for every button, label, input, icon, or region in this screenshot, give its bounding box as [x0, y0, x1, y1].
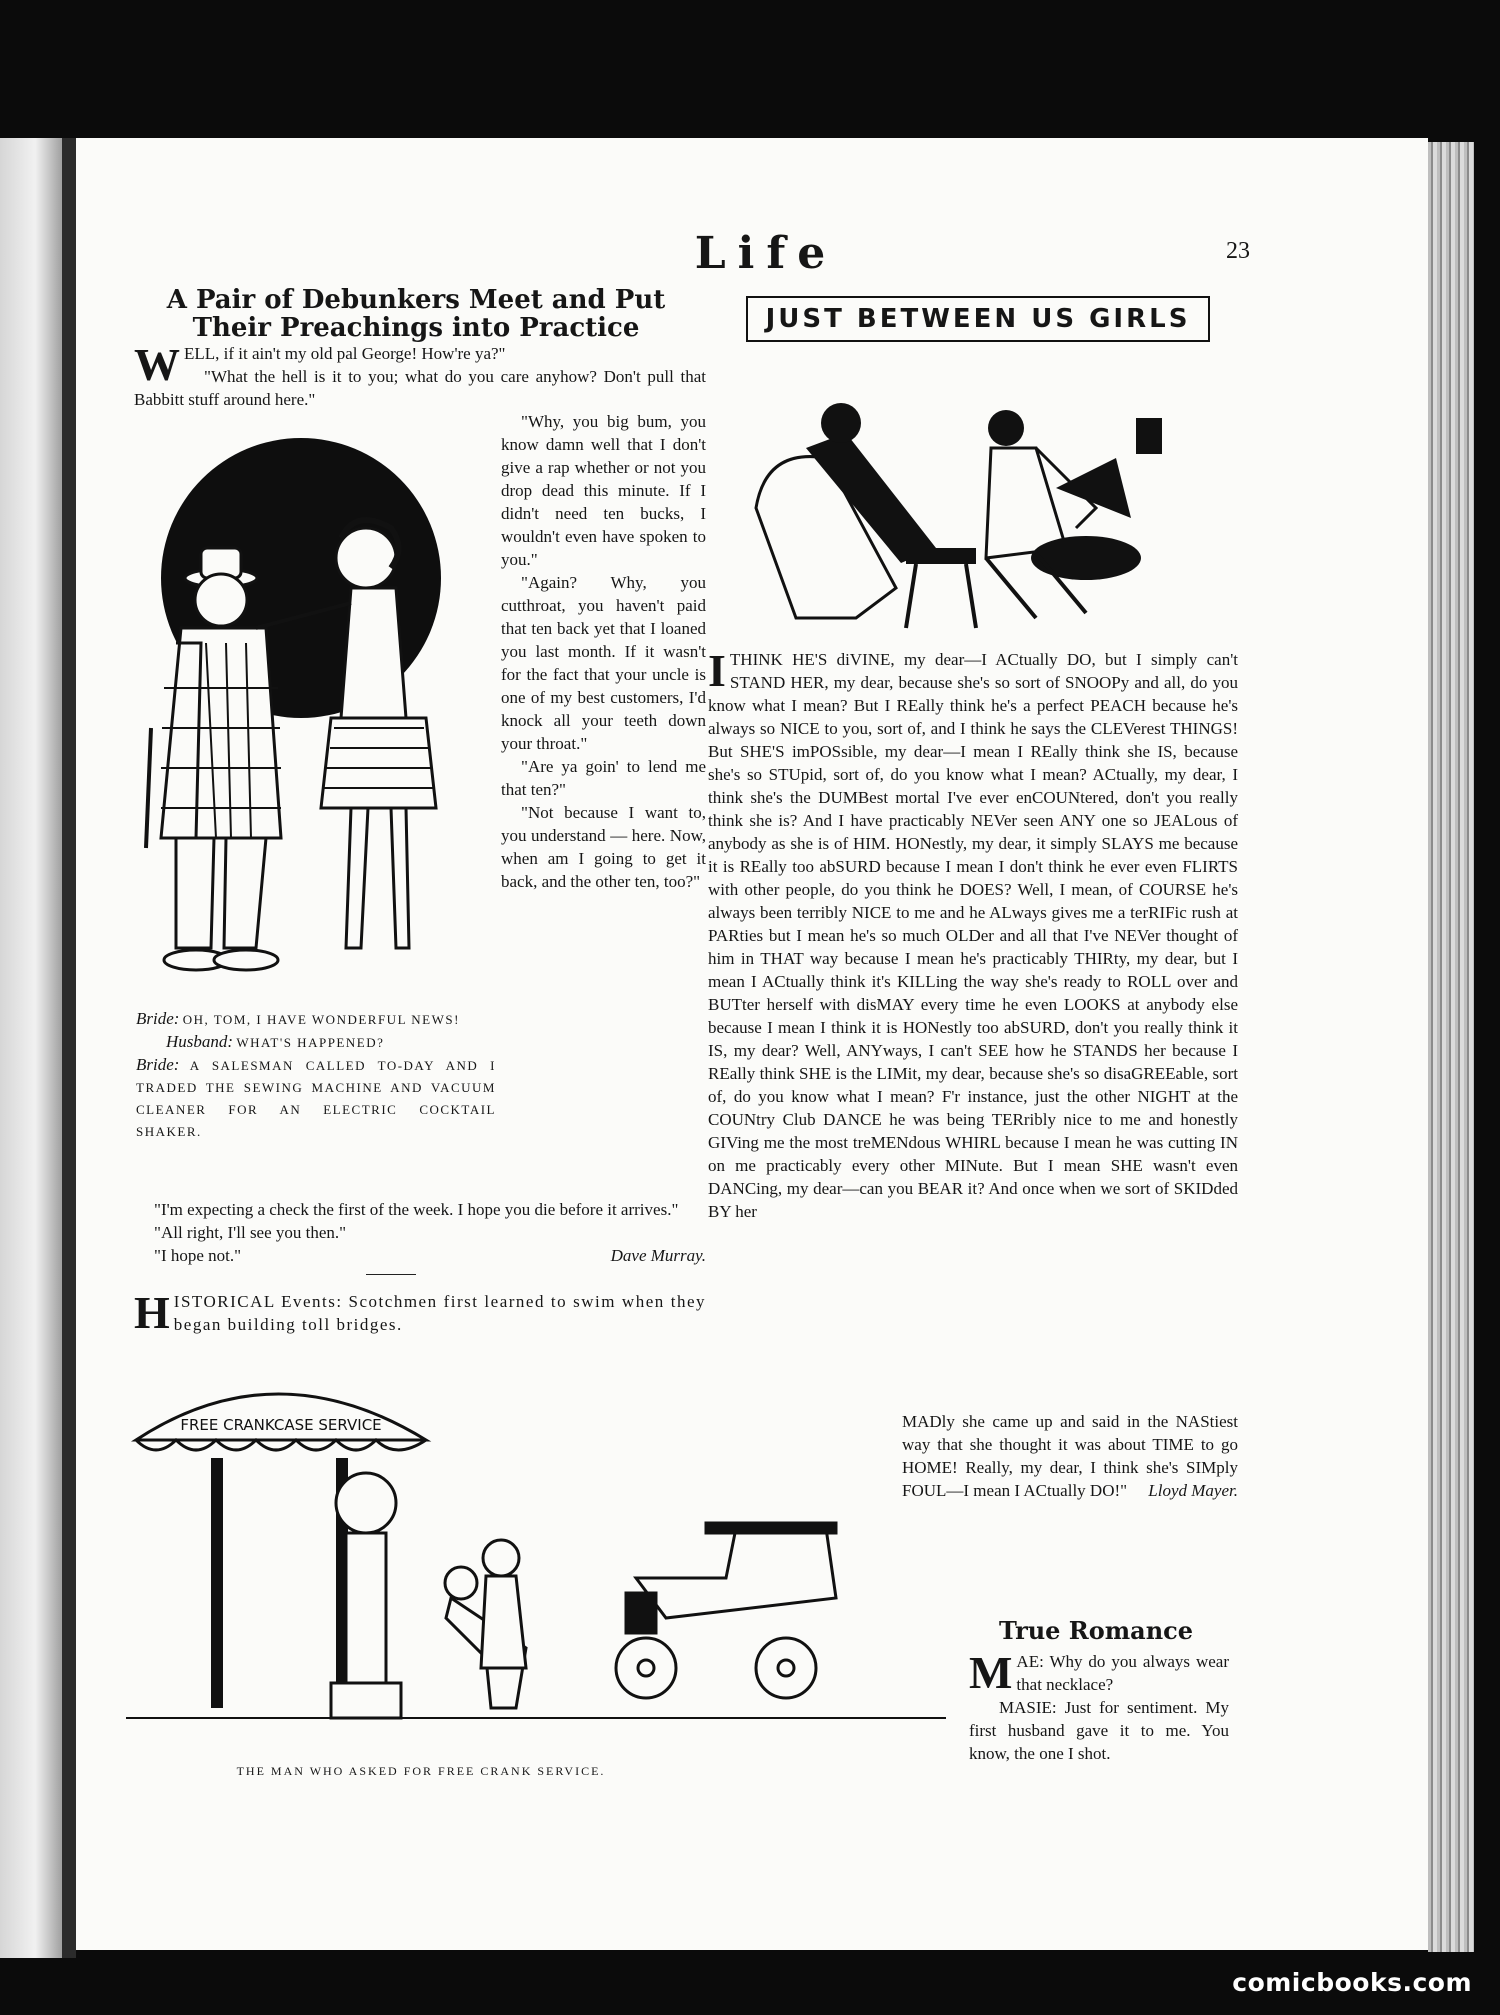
caption-bride-label: Bride:: [136, 1009, 180, 1028]
debunkers-para-9: "I hope not.": [154, 1246, 242, 1265]
debunkers-opening: [134, 339, 706, 411]
debunkers-para-1: ELL, if it ain't my old pal George! How're ya?": [184, 344, 506, 363]
crankcase-cartoon-illustration: [106, 1368, 956, 1758]
caption-bride-line-2: A SALESMAN CALLED TO-DAY AND I TRADED THE SEWING MACHINE AND VACUUM CLEANER FOR AN ELECTRIC COCKTAIL SHAKER.: [136, 1058, 497, 1139]
section-divider: [366, 1274, 416, 1275]
girls-closing-paragraph: MADly she came up and said in the NAStiest way that she thought it was about TIME to go HOME! Really, my dear, I think she's SIMply FOUL—I mean I ACtually DO!": [902, 1412, 1238, 1500]
crankcase-cartoon-caption: THE MAN WHO ASKED FOR FREE CRANK SERVICE.: [236, 1764, 606, 1778]
debunkers-narrow-column: [501, 410, 706, 893]
masthead-title: Life: [694, 228, 838, 279]
romance-dropcap: M: [969, 1647, 1013, 1698]
romance-line-2: MASIE: Just for sentiment. My first husband gave it to me. You know, the one I shot.: [969, 1698, 1229, 1763]
left-page-edge: [0, 138, 64, 1958]
girls-paragraph: THINK HE'S diVINE, my dear—I ACtually DO, but I simply can't STAND HER, my dear, because she's so sort of SNOOPy and all, do you know what I mean? But I REally think he's a perfect PEACH because he's always so NICE to you, sort of, and I think he says the CLEVerest THINGS! But SHE'S imPOSsible, my dear—I mean I REally think she IS, because she's so STUpid, sort of, do you know what I mean? ACtually, my dear, I think she's the DUMBest mortal I've ever enCOUNtered, don't you really think she is? And I have practicably NEVer seen ANY one so JEALous of anybody as she is of HIM. HONestly, my dear, it simply SLAYS me because it is REally too abSURD because I mean I don't think he ever even FLIRTS with other people, do you think he DOES? Well, I mean, of COURSE he's always been terribly NICE to me and he ALways gives me a terRIFic rush at PARties but I mean he's so much OLDer and all that I've NEVer thought of him in THAT way because I mean he's practicably THIRty, my dear, but I mean I ACtually think it's KILLing the way she's ready to ROLL over and BUTter herself with disMAY every time he even LOOKS at anybody else because I mean I think it is HONestly too abSURD, don't you really think it IS, my dear? Well, ANYways, I can't SEE how he STANDS her because I REally think SHE is the LIMit, my dear, because she's so disaGREEable, sort of, do you know what I mean? F'r instance, just the other NIGHT at the COUNtry Club DANCE he was being TERribly nice to me and honestly GIVing me the most treMENdous WHIRL because I mean he was cutting IN on me practicably every other MINute. But I mean SHE wasn't even DANCing, my dear—can you BEAR it? And once when we sort of SKIDded BY her: [708, 650, 1238, 1221]
debunkers-dropcap: W: [134, 339, 180, 390]
book-gutter: [62, 138, 76, 1958]
caption-husband-line: WHAT'S HAPPENED?: [236, 1035, 385, 1050]
caption-bride-label-2: Bride:: [136, 1055, 180, 1074]
page-number: 23: [1226, 238, 1250, 264]
debunkers-closing: [134, 1198, 706, 1267]
debunkers-para-6: "Not because I want to, you understand — here. Now, when am I going to get it back, and the other ten, too?": [501, 803, 706, 891]
crankcase-sign: FREE CRANKCASE SERVICE: [180, 1416, 382, 1434]
historical-text: ISTORICAL Events: Scotchmen first learned to swim when they began building toll bridges.: [173, 1292, 706, 1334]
girls-title-box: JUST BETWEEN US GIRLS: [746, 296, 1210, 342]
romance-item: [969, 1647, 1229, 1765]
girls-dropcap: I: [708, 645, 726, 696]
debunkers-para-4: "Again? Why, you cutthroat, you haven't paid that ten back yet that I loaned you last month. If it wasn't for the fact that your uncle is one of my best customers, I'd knock all your teeth down your throat.": [501, 573, 706, 753]
romance-title: True Romance: [998, 1616, 1194, 1645]
couple-cartoon-illustration: [106, 428, 506, 1018]
couple-cartoon-caption: [136, 1008, 496, 1143]
standing-woman-head: [988, 410, 1024, 446]
debunkers-para-3: "Why, you big bum, you know damn well that I don't give a rap whether or not you drop dead this minute. If I didn't need ten bucks, I wouldn't even have spoken to you.": [501, 412, 706, 569]
magazine-page: [76, 138, 1428, 1950]
debunkers-para-5: "Are ya goin' to lend me that ten?": [501, 757, 706, 799]
debunkers-signature: Dave Murray.: [610, 1246, 706, 1265]
romance-line-1: AE: Why do you always wear that necklace?: [1016, 1652, 1229, 1694]
side-table: [906, 548, 976, 564]
monogram-box-icon: [1136, 418, 1162, 454]
girls-signature: Lloyd Mayer.: [1148, 1481, 1238, 1500]
model-t-car: [616, 1523, 836, 1698]
site-watermark: comicbooks.com: [1232, 1968, 1472, 1997]
debunkers-para-2: "What the hell is it to you; what do you care anyhow? Don't pull that Babbitt stuff around here.": [134, 367, 706, 409]
attendant-figures: [445, 1540, 526, 1708]
floor-pillow: [1031, 536, 1141, 580]
lounging-women-illustration: [736, 348, 1226, 638]
page-stack-edge: [1428, 142, 1474, 1952]
historical-events-item: [134, 1287, 706, 1338]
caption-husband-label: Husband:: [166, 1032, 234, 1051]
caption-bride-line: OH, TOM, I HAVE WONDERFUL NEWS!: [182, 1012, 460, 1027]
historical-dropcap: H: [134, 1287, 170, 1338]
girls-main-text: [708, 645, 1238, 1223]
debunkers-headline: A Pair of Debunkers Meet and Put Their Preachings into Practice: [166, 285, 666, 343]
girls-closing-text: [902, 1410, 1238, 1502]
debunkers-para-8: "All right, I'll see you then.": [154, 1223, 347, 1242]
debunkers-para-7: "I'm expecting a check the first of the week. I hope you die before it arrives.": [154, 1200, 679, 1219]
